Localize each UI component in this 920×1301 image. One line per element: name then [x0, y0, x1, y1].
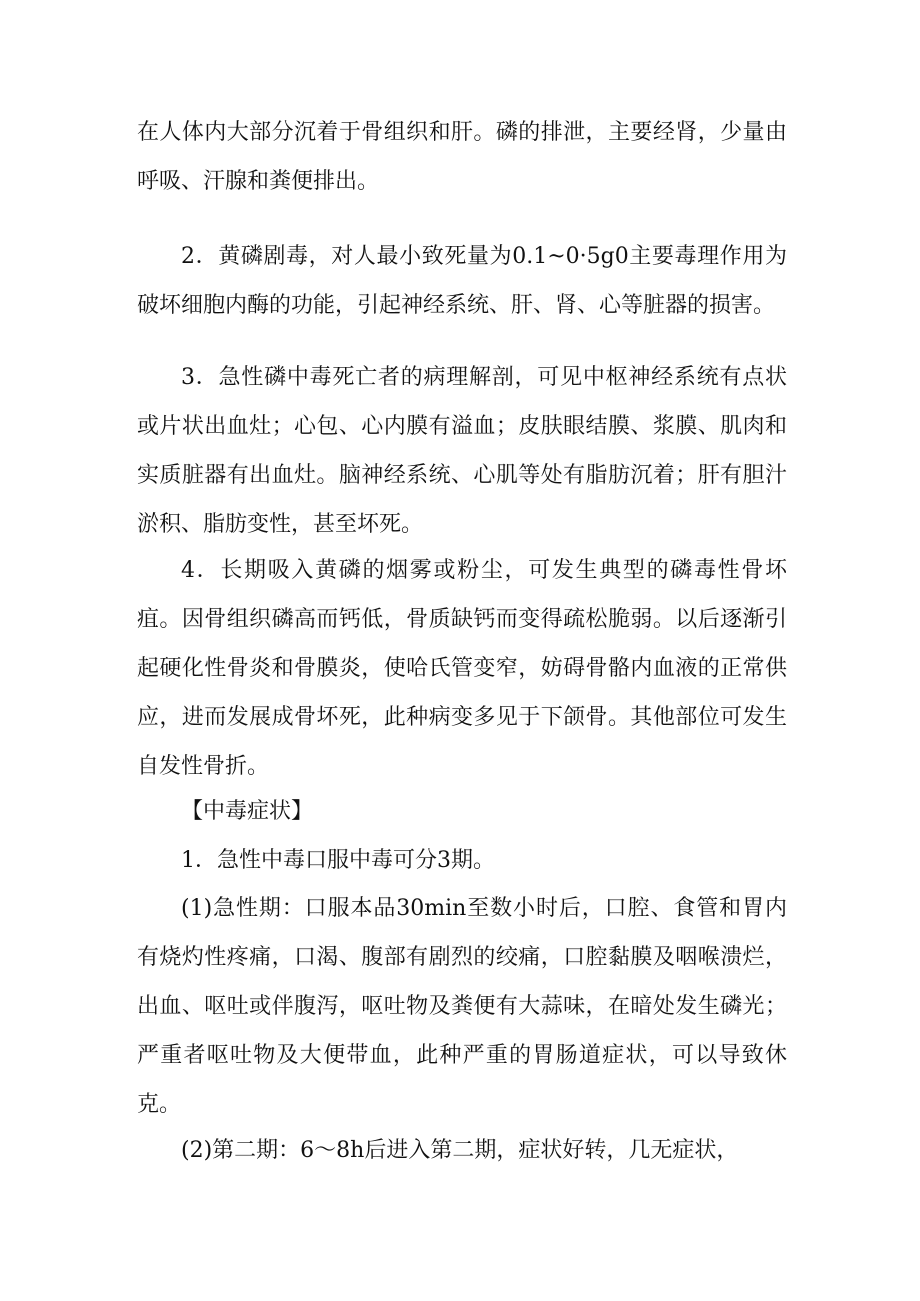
paragraph-pathology: 3．急性磷中毒死亡者的病理解剖，可见中枢神经系统有点状或片状出血灶；心包、心内膜有溢血；皮肤眼结膜、浆膜、肌肉和实质脏器有出血灶。脑神经系统、心肌等处有脂肪沉着；肝有胆汁淤积、脂肪变性，甚至坏死。 [137, 365, 787, 537]
paragraph-chronic-exposure: 4．长期吸入黄磷的烟雾或粉尘，可发生典型的磷毒性骨坏疽。因骨组织磷高而钙低，骨质缺钙而变得疏松脆弱。以后逐渐引起硬化性骨炎和骨膜炎，使哈氏管变窄，妨碍骨骼内血液的正常供应，进而发展成骨坏死，此种病变多见于下颌骨。其他部位可发生自发性骨折。 [137, 558, 787, 779]
paragraph-acute-phase: (1)急性期：口服本品30min至数小时后，口腔、食管和胃内有烧灼性疼痛，口渴、腹部有剧烈的绞痛，口腔黏膜及咽喉溃烂，出血、呕吐或伴腹泻，呕吐物及粪便有大蒜味，在暗处发生磷光；严重者呕吐物及大便带血，此种严重的胃肠道症状，可以导致休克。 [137, 896, 787, 1117]
paragraph-phosphorus-excretion: 在人体内大部分沉着于骨组织和肝。磷的排泄，主要经肾，少量由呼吸、汗腺和粪便排出。 [137, 120, 787, 194]
section-heading-symptoms: 【中毒症状】 [181, 799, 314, 824]
paragraph-second-phase: (2)第二期：6～8h后进入第二期，症状好转，几无症状， [181, 1138, 739, 1163]
paragraph-acute-poisoning: 1．急性中毒口服中毒可分3期。 [181, 848, 495, 873]
paragraph-toxicity: 2．黄磷剧毒，对人最小致死量为0.1~0·5g0主要毒理作用为破坏细胞内酶的功能，引起神经系统、肝、肾、心等脏器的损害。 [137, 244, 787, 318]
